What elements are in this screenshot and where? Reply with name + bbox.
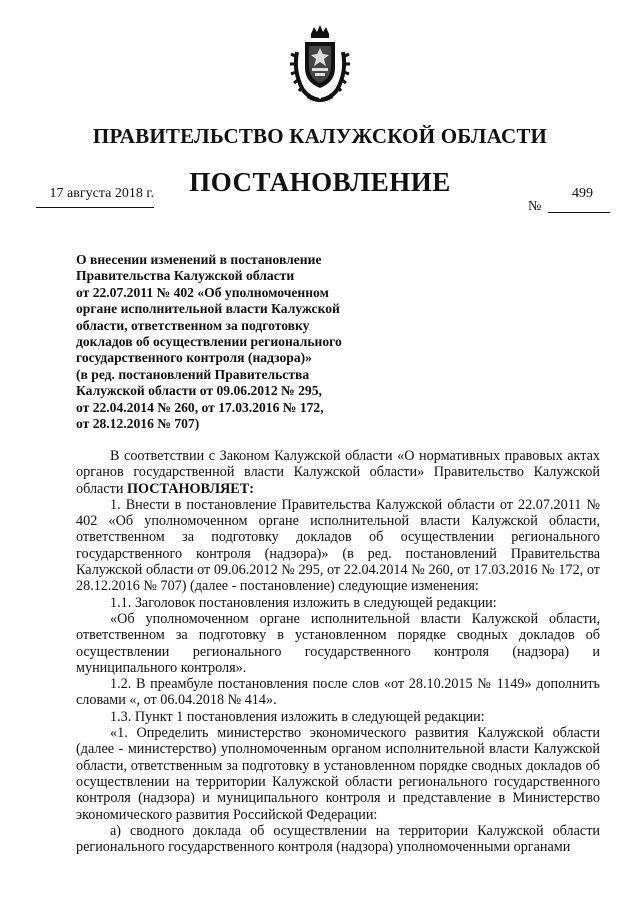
date-underline (36, 207, 154, 208)
document-type-title: ПОСТАНОВЛЕНИЕ (189, 167, 451, 197)
resolves-keyword: ПОСТАНОВЛЯЕТ: (126, 480, 254, 497)
coat-of-arms-emblem (289, 24, 351, 104)
subject-line: государственного контроля (надзора)» (76, 350, 312, 366)
document-number: 499 (572, 186, 593, 201)
document-date: 17 августа 2018 г. (49, 186, 154, 201)
number-label: № (528, 199, 542, 214)
organization-title: ПРАВИТЕЛЬСТВО КАЛУЖСКОЙ ОБЛАСТИ (92, 124, 548, 148)
paragraph-1-1-quote: «Об уполномоченном органе исполнительной власти Калужской области, ответственном за подготовку в установленном порядке сводных докладов об осуществлении регионального государственного контроля (надзора) и муниципального контроля». (76, 610, 600, 676)
paragraph-1-1: 1.1. Заголовок постановления изложить в следующей редакции: (110, 594, 497, 611)
subject-line: от 22.04.2014 № 260, от 17.03.2016 № 172, (76, 399, 324, 415)
subject-line: органе исполнительной власти Калужской (76, 301, 340, 317)
paragraph-1-3-quote: «1. Определить министерство экономического развития Калужской области (далее - министерство) уполномоченным органом исполнительной власти Калужской области, ответственным за подготовку в установленном порядке сводных докладов об осуществлении на территории Калужской области регионального государственного контроля (надзора) и муниципального контроля и представление в Министерство экономического развития Российской Федерации: (76, 725, 600, 823)
subject-line: О внесении изменений в постановление (76, 252, 322, 267)
subject-line: Калужской области от 09.06.2012 № 295, (76, 383, 322, 399)
paragraph-1-3-a: а) сводного доклада об осуществлении на территории Калужской области регионального государственного контроля (надзора) уполномоченными органами (76, 822, 600, 856)
subject-line: докладов об осуществлении регионального (76, 334, 342, 350)
subject-line: области, ответственном за подготовку (76, 317, 310, 333)
document-subject (76, 252, 366, 432)
subject-line: Правительства Калужской области (76, 268, 295, 284)
intro-paragraph (76, 448, 600, 497)
paragraph-1: 1. Внести в постановление Правительства Калужской области от 22.07.2011 № 402 «Об уполномоченном органе исполнительной власти Калужской области, ответственном за подготовку докладов об осуществлении регионального государственного контроля (надзора)» (в ред. постановлений Правительства Калужской области от 09.06.2012 № 295, от 22.04.2014 № 260, от 17.03.2016 № 172, от 28.12.2016 № 707) (далее - постановление) следующие изменения: (76, 496, 600, 595)
intro-text: В соответствии с Законом Калужской области «О нормативных правовых актах органов государственной власти Калужской области» Правительство Калужской области (76, 448, 600, 497)
number-underline (548, 212, 610, 213)
subject-line: (в ред. постановлений Правительства (76, 366, 310, 382)
paragraph-1-3: 1.3. Пункт 1 постановления изложить в следующей редакции: (110, 708, 485, 725)
document-body (76, 448, 600, 855)
paragraph-1-2: 1.2. В преамбуле постановления после слов «от 28.10.2015 № 1149» дополнить словами «, от 06.04.2018 № 414». (76, 676, 600, 709)
subject-line: от 22.07.2011 № 402 «Об уполномоченном (76, 284, 329, 300)
subject-line: от 28.12.2016 № 707) (76, 416, 200, 432)
